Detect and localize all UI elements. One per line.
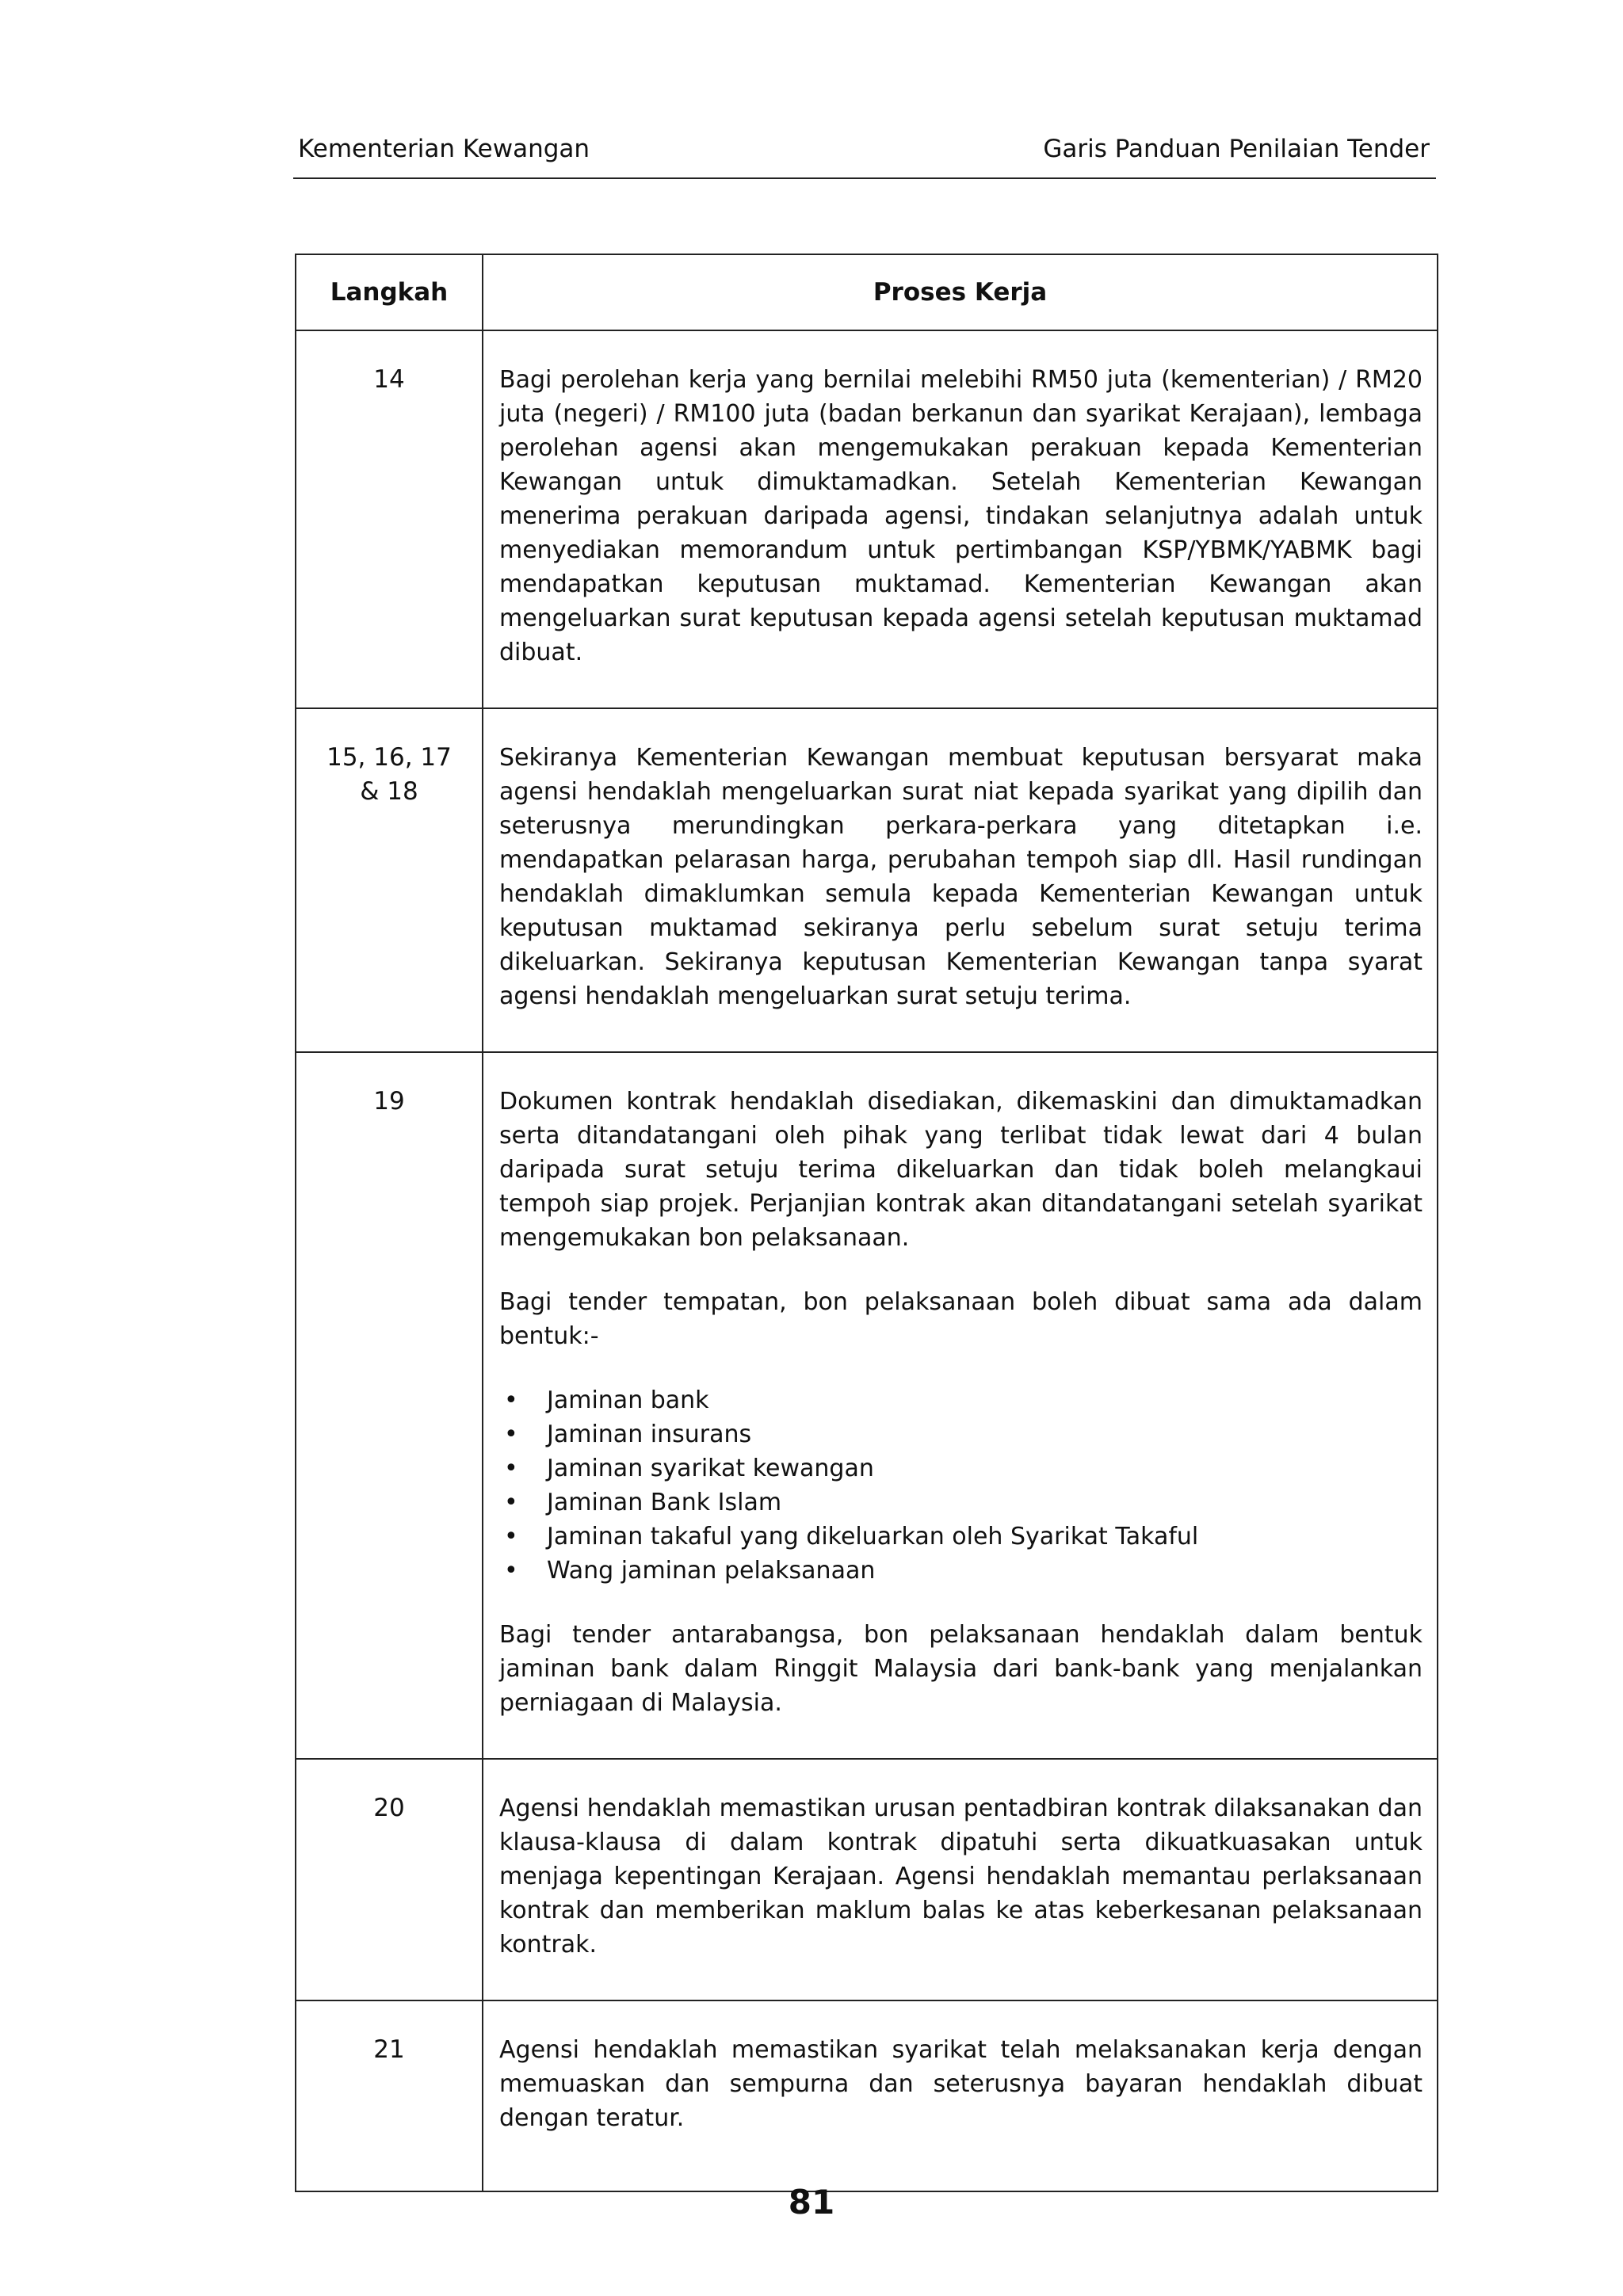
- bullet-icon: •: [504, 1523, 518, 1550]
- column-header-proses-kerja: Proses Kerja: [483, 254, 1438, 330]
- list-item-text: Jaminan insurans: [547, 1421, 752, 1448]
- process-description: [483, 708, 1438, 1052]
- process-paragraph: Agensi hendaklah memastikan urusan pentadbiran kontrak dilaksanakan dan klausa-klausa di dalam kontrak dipatuhi serta dikuatkuasakan untuk menjaga kepentingan Kerajaan. Agensi hendaklah memantau perlaksanaan kontrak dan memberikan maklum balas ke atas keberkesanan pelaksanaan kontrak.: [499, 1794, 1423, 1958]
- process-paragraph: Sekiranya Kementerian Kewangan membuat keputusan bersyarat maka agensi hendaklah mengeluarkan surat niat kepada syarikat yang dipilih dan seterusnya merundingkan perkara-perkara yang ditetapkan i.e. mendapatkan pelarasan harga, perubahan tempoh siap dll. Hasil rundingan hendaklah dimaklumkan semula kepada Kementerian Kewangan untuk keputusan muktamad sekiranya perlu sebelum surat setuju terima dikeluarkan. Sekiranya keputusan Kementerian Kewangan tanpa syarat agensi hendaklah mengeluarkan surat setuju terima.: [499, 744, 1423, 1010]
- step-number-line-1: 15, 16, 17: [327, 743, 452, 772]
- step-number: [296, 708, 483, 1052]
- table-row: [296, 2000, 1438, 2191]
- list-item: [499, 1554, 1423, 1588]
- process-table: [295, 254, 1438, 2192]
- guarantee-type-list: [499, 1383, 1423, 1588]
- bullet-icon: •: [504, 1557, 518, 1585]
- process-description: [483, 330, 1438, 708]
- step-number: 21: [296, 2000, 483, 2191]
- header-document-title: Garis Panduan Penilaian Tender: [1043, 135, 1430, 163]
- list-item: [499, 1417, 1423, 1451]
- process-paragraph: Agensi hendaklah memastikan syarikat telah melaksanakan kerja dengan memuaskan dan sempurna dan seterusnya bayaran hendaklah dibuat dengan teratur.: [499, 2036, 1423, 2132]
- process-description: [483, 2000, 1438, 2191]
- process-description: [483, 1759, 1438, 2000]
- list-item-text: Jaminan syarikat kewangan: [547, 1455, 874, 1482]
- page-number: 81: [788, 2183, 835, 2222]
- header-ministry-name: Kementerian Kewangan: [298, 135, 590, 163]
- bullet-icon: •: [504, 1386, 518, 1414]
- list-item: [499, 1486, 1423, 1520]
- column-header-langkah: Langkah: [296, 254, 483, 330]
- list-item-text: Wang jaminan pelaksanaan: [547, 1557, 876, 1585]
- step-number: 20: [296, 1759, 483, 2000]
- bullet-icon: •: [504, 1455, 518, 1482]
- bullet-icon: •: [504, 1421, 518, 1448]
- step-number: 19: [296, 1052, 483, 1759]
- table-row: [296, 330, 1438, 708]
- list-item: [499, 1383, 1423, 1417]
- process-paragraph: Bagi tender antarabangsa, bon pelaksanaan hendaklah dalam bentuk jaminan bank dalam Ringgit Malaysia dari bank-bank yang menjalankan perniagaan di Malaysia.: [499, 1621, 1423, 1717]
- list-item-text: Jaminan takaful yang dikeluarkan oleh Syarikat Takaful: [547, 1523, 1199, 1550]
- list-item: [499, 1520, 1423, 1554]
- page-header: [293, 133, 1436, 179]
- list-item: [499, 1451, 1423, 1486]
- process-paragraph: Bagi perolehan kerja yang bernilai melebihi RM50 juta (kementerian) / RM20 juta (negeri) / RM100 juta (badan berkanun dan syarikat Kerajaan), lembaga perolehan agensi akan mengemukakan perakuan kepada Kementerian Kewangan untuk dimuktamadkan. Setelah Kementerian Kewangan menerima perakuan daripada agensi, tindakan selanjutnya adalah untuk menyediakan memorandum untuk pertimbangan KSP/YBMK/YABMK bagi mendapatkan keputusan muktamad. Kementerian Kewangan akan mengeluarkan surat keputusan kepada agensi setelah keputusan muktamad dibuat.: [499, 366, 1423, 666]
- step-number: 14: [296, 330, 483, 708]
- process-description: [483, 1052, 1438, 1759]
- process-paragraph: Dokumen kontrak hendaklah disediakan, dikemaskini dan dimuktamadkan serta ditandatangani oleh pihak yang terlibat tidak lewat dari 4 bulan daripada surat setuju terima dikeluarkan dan tidak boleh melangkaui tempoh siap projek. Perjanjian kontrak akan ditandatangani setelah syarikat mengemukakan bon pelaksanaan.: [499, 1088, 1423, 1252]
- process-paragraph: Bagi tender tempatan, bon pelaksanaan boleh dibuat sama ada dalam bentuk:-: [499, 1288, 1423, 1350]
- table-row: [296, 708, 1438, 1052]
- step-number-line-2: & 18: [360, 777, 418, 806]
- list-item-text: Jaminan bank: [547, 1386, 709, 1414]
- list-item-text: Jaminan Bank Islam: [547, 1489, 782, 1516]
- table-row: [296, 1052, 1438, 1759]
- table-row: [296, 1759, 1438, 2000]
- bullet-icon: •: [504, 1489, 518, 1516]
- table-header-row: [296, 254, 1438, 330]
